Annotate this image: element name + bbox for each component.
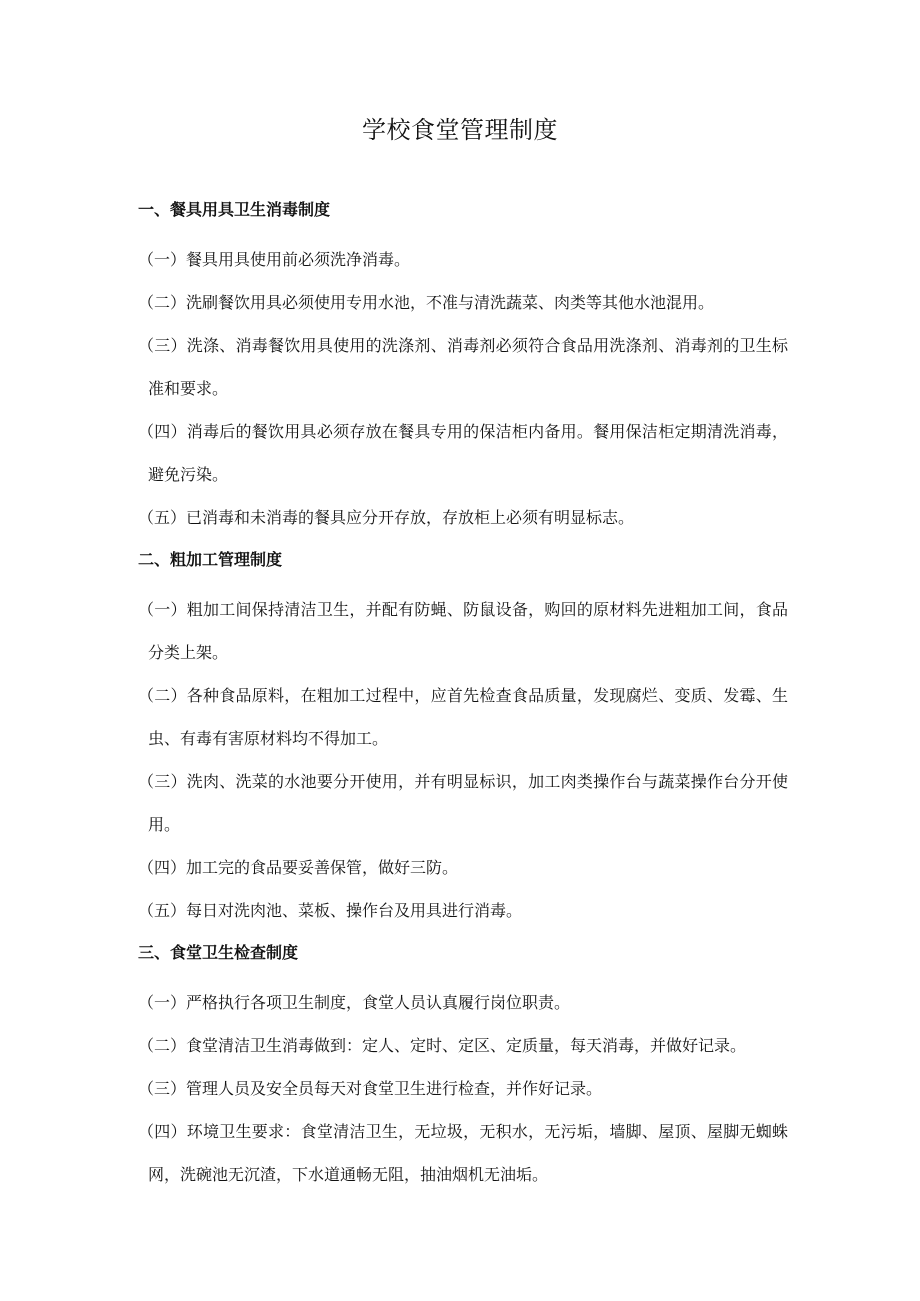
- document-title: 学校食堂管理制度: [362, 116, 558, 144]
- section-item: （二）洗刷餐饮用具必须使用专用水池，不准与清洗蔬菜、肉类等其他水池混用。: [138, 293, 715, 312]
- section-item: （五）每日对洗肉池、菜板、操作台及用具进行消毒。: [138, 901, 523, 920]
- section-item: （四）加工完的食品要妥善保管，做好三防。: [138, 858, 459, 877]
- section-item: （二）各种食品原料，在粗加工过程中，应首先检查食品质量，发现腐烂、变质、发霉、生虫、有毒有害原材料均不得加工。: [138, 686, 788, 748]
- section-item: （三）洗涤、消毒餐饮用具使用的洗涤剂、消毒剂必须符合食品用洗涤剂、消毒剂的卫生标准和要求。: [138, 336, 788, 398]
- section-item: （一）严格执行各项卫生制度，食堂人员认真履行岗位职责。: [138, 993, 571, 1012]
- section-item: （四）消毒后的餐饮用具必须存放在餐具专用的保洁柜内备用。餐用保洁柜定期清洗消毒，避免污染。: [138, 422, 788, 484]
- section-item: （一）餐具用具使用前必须洗净消毒。: [138, 250, 411, 269]
- section-heading: 二、粗加工管理制度: [138, 550, 283, 569]
- section-item: （一）粗加工间保持清洁卫生，并配有防蝇、防鼠设备，购回的原材料先进粗加工间，食品分类上架。: [138, 600, 788, 662]
- section-item: （三）管理人员及安全员每天对食堂卫生进行检查，并作好记录。: [138, 1079, 603, 1098]
- document-body: [138, 196, 788, 1203]
- section-item: （四）环境卫生要求：食堂清洁卫生，无垃圾，无积水，无污垢，墙脚、屋顶、屋脚无蜘蛛网，洗碗池无沉渣，下水道通畅无阻，抽油烟机无油垢。: [138, 1122, 788, 1184]
- section-item: （五）已消毒和未消毒的餐具应分开存放，存放柜上必须有明显标志。: [138, 508, 635, 527]
- section-1: [138, 196, 788, 539]
- section-heading: 一、餐具用具卫生消毒制度: [138, 200, 331, 219]
- section-item: （二）食堂清洁卫生消毒做到：定人、定时、定区、定质量，每天消毒，并做好记录。: [138, 1036, 747, 1055]
- section-2: [138, 546, 788, 932]
- section-item: （三）洗肉、洗菜的水池要分开使用，并有明显标识，加工肉类操作台与蔬菜操作台分开使用。: [138, 772, 788, 834]
- section-heading: 三、食堂卫生检查制度: [138, 943, 299, 962]
- section-3: [138, 939, 788, 1196]
